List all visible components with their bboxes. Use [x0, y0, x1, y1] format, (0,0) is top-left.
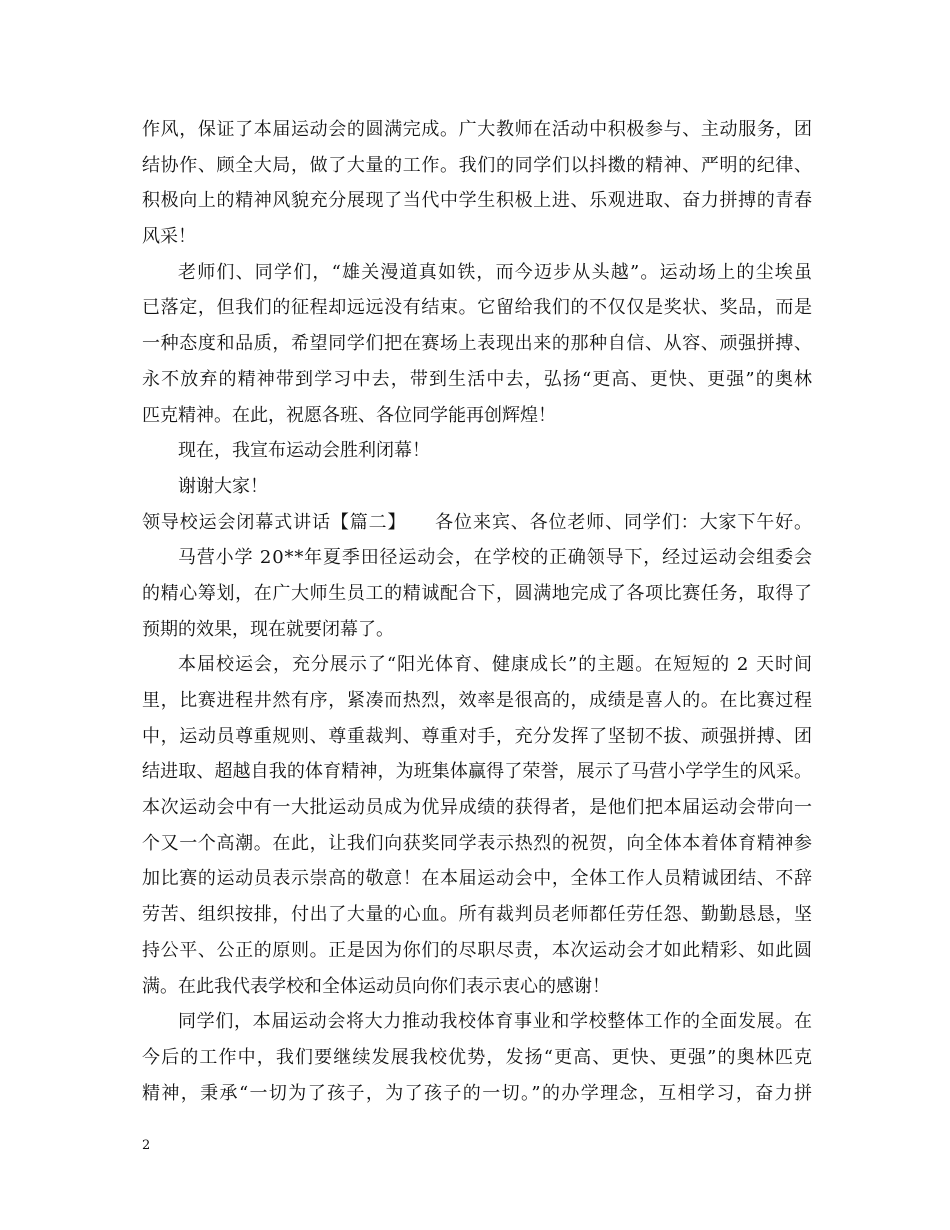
text-line: 精神，秉承“一切为了孩子，为了孩子的一切。”的办学理念，互相学习，奋力拼	[142, 1082, 814, 1104]
text-line: 预期的效果，现在就要闭幕了。	[142, 618, 394, 640]
text-line: 结进取、超越自我的体育精神，为班集体赢得了荣誉，展示了马营小学学生的风采。	[142, 761, 813, 783]
text-line: 现在，我宣布运动会胜利闭幕！	[178, 440, 430, 462]
text-line: 一种态度和品质，希望同学们把在赛场上表现出来的那种自信、从容、顽强拼搏、	[142, 333, 813, 355]
text-line: 风采！	[142, 226, 196, 248]
text-line: 已落定，但我们的征程却远远没有结束。它留给我们的不仅仅是奖状、奖品，而是	[142, 297, 813, 319]
text-line: 同学们，本届运动会将大力推动我校体育事业和学校整体工作的全面发展。在	[178, 1011, 813, 1033]
text-line: 永不放弃的精神带到学习中去，带到生活中去，弘扬“更高、更快、更强”的奥林	[142, 368, 814, 390]
text-line: 领导校运会闭幕式讲话【篇二】 各位来宾、各位老师、同学们：大家下午好。	[142, 511, 813, 533]
text-line: 匹克精神。在此，祝愿各班、各位同学能再创辉煌！	[142, 404, 556, 426]
text-line: 中，运动员尊重规则、尊重裁判、尊重对手，充分发挥了坚韧不拔、顽强拼搏、团	[142, 725, 813, 747]
text-line: 马营小学 20**年夏季田径运动会，在学校的正确领导下，经过运动会组委会	[178, 547, 813, 569]
text-line: 今后的工作中，我们要继续发展我校优势，发扬“更高、更快、更强”的奥林匹克	[142, 1046, 814, 1068]
body-text	[142, 112, 812, 1111]
text-line: 积极向上的精神风貌充分展现了当代中学生积极上进、乐观进取、奋力拼搏的青春	[142, 190, 813, 212]
text-line: 持公平、公正的原则。正是因为你们的尽职尽责，本次运动会才如此精彩、如此圆	[142, 939, 813, 961]
text-line: 满。在此我代表学校和全体运动员向你们表示衷心的感谢！	[142, 975, 610, 997]
text-line: 结协作、顾全大局，做了大量的工作。我们的同学们以抖擞的精神、严明的纪律、	[142, 154, 813, 176]
text-line: 加比赛的运动员表示崇高的敬意！在本届运动会中，全体工作人员精诚团结、不辞	[142, 868, 813, 890]
text-line: 个又一个高潮。在此，让我们向获奖同学表示热烈的祝贺，向全体本着体育精神参	[142, 832, 813, 854]
text-line: 作风，保证了本届运动会的圆满完成。广大教师在活动中积极参与、主动服务，团	[142, 119, 813, 140]
text-line: 本次运动会中有一大批运动员成为优异成绩的获得者，是他们把本届运动会带向一	[142, 797, 813, 819]
text-line: 里，比赛进程井然有序，紧凑而热烈，效率是很高的，成绩是喜人的。在比赛过程	[142, 690, 813, 711]
page-number: 2	[142, 1138, 151, 1153]
text-line: 本届校运会，充分展示了“阳光体育、健康成长”的主题。在短短的 2 天时间	[178, 654, 813, 676]
text-line: 劳苦、组织按排，付出了大量的心血。所有裁判员老师都任劳任怨、勤勤恳恳，坚	[142, 904, 813, 926]
text-line: 谢谢大家！	[178, 475, 268, 497]
text-line: 老师们、同学们，“雄关漫道真如铁，而今迈步从头越”。运动场上的尘埃虽	[178, 261, 814, 283]
text-line: 的精心筹划，在广大师生员工的精诚配合下，圆满地完成了各项比赛任务，取得了	[142, 582, 813, 604]
